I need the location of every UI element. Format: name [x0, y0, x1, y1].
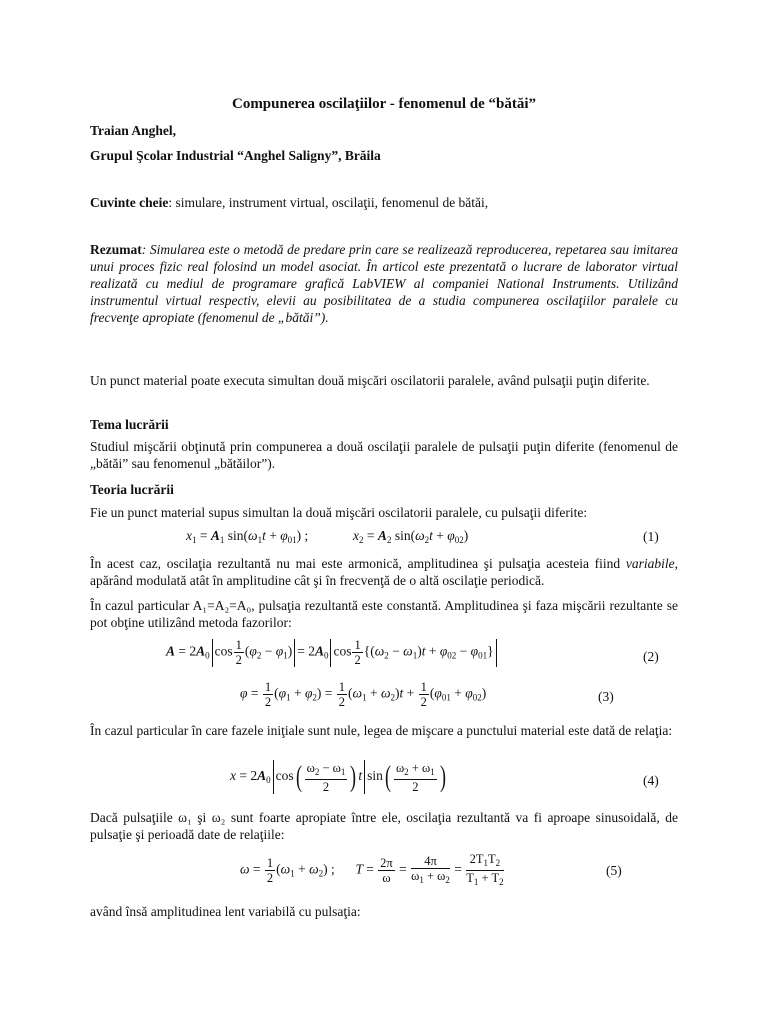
teoria-paragraph-5: Dacă pulsaţiile ω₁ şi ω₂ sunt foarte apropiate între ele, oscilaţia rezultantă va fi aproape sinusoidală, de pulsaţie şi perioadă date de relaţiile:	[90, 810, 678, 842]
equation-5-number: (5)	[606, 863, 622, 878]
intro-paragraph: Un punct material poate executa simultan două mişcări oscilatorii paralele, având pulsaţii puţin diferite.	[90, 373, 650, 388]
equation-3: φ = $\frac{1}{2}$ $(\varphi_1 + \varphi_2)$ = $\frac{1}{2}$ $(\omega_1 + \omega_2)t$ + $\frac{1}{2}$ $(\varphi_{01} + \varphi_{02})$	[240, 680, 487, 709]
abstract-label: Rezumat	[90, 242, 142, 257]
keywords-text: : simulare, instrument virtual, oscilaţii, fenomenul de bătăi,	[168, 195, 489, 210]
equation-1-number: (1)	[643, 529, 659, 544]
teoria-paragraph-6: având însă amplitudinea lent variabilă cu pulsaţia:	[90, 904, 361, 919]
equation-5: ω = $\frac{1}{2}$ $(\omega_1 + \omega_2)$ ; T = $\frac{2\pi}{\omega}$ = $\frac{4\pi}{\omega_1 + \omega_2}$ = $\frac{2T_1T_2}{T_1 + T_2}$	[240, 852, 504, 887]
teoria-paragraph-4: În cazul particular în care fazele iniţiale sunt nule, legea de mişcare a punctului material este dată de relaţia:	[90, 723, 673, 738]
equation-2-number: (2)	[643, 649, 659, 664]
keywords-label: Cuvinte cheie	[90, 195, 169, 210]
abstract-text: : Simularea este o metodă de predare prin care se realizează reproducerea, repetarea sau imitarea unui proces fizic real folosind un model asociat. În articol este prezentată o lucrare de laborator virtual realizată cu mediul de programare grafică LabVIEW al companiei National Instruments. Utilizând instrumentul virtual respectiv, elevii au posibilitatea de a studia compunerea oscilaţiilor paralele cu frecvenţe apropiate (fenomenul de „bătăi”).	[90, 242, 678, 325]
equation-3-number: (3)	[598, 689, 614, 704]
author-name: Traian Anghel,	[90, 123, 177, 138]
equation-4-number: (4)	[643, 773, 659, 788]
abstract	[90, 241, 678, 326]
equation-1: $x_1 = A_1$ $\sin(\omega_1t + \varphi_{01})$ ; $x_2 = A_2$ $\sin(\omega_2t + \varphi_{02})$	[186, 528, 469, 545]
equation-4: $x = 2A_0$ cos( $\frac{\omega_2 - \omega_1}{2}$ ) t sin( $\frac{\omega_2 + \omega_1}{2}$ )	[230, 760, 446, 794]
section-heading-teoria: Teoria lucrării	[90, 482, 174, 497]
teoria-paragraph-3: În cazul particular A₁=A₂=A₀, pulsaţia rezultantă este constantă. Amplitudinea şi faza mişcării rezultante se pot obţine utilizând metoda fazorilor:	[90, 598, 678, 630]
equation-2: $A = 2A_0$ cos $\frac{1}{2}$ $(\varphi_2 - \varphi_1) = 2A_0$ cos $\frac{1}{2}$ $\{(\omega_2 - \omega_1)t + \varphi_{02} - \varphi_{01}\}$	[166, 638, 499, 667]
section-heading-tema: Tema lucrării	[90, 417, 169, 432]
tema-paragraph: Studiul mişcării obţinută prin compunerea a două oscilaţii paralele de pulsaţii puţin diferite (fenomenul de „bătăi” sau fenomenul „bătăilor”).	[90, 439, 678, 471]
teoria-paragraph-1: Fie un punct material supus simultan la două mişcări oscilatorii paralele, cu pulsaţii diferite:	[90, 505, 588, 520]
paper-title: Compunerea oscilaţiilor - fenomenul de “bătăi”	[231, 96, 537, 112]
author-affiliation: Grupul Şcolar Industrial “Anghel Saligny”, Brăila	[90, 148, 381, 163]
teoria-paragraph-2: În acest caz, oscilaţia rezultantă nu mai este armonică, amplitudinea şi pulsaţia acesteia fiind variabile, apărând modulată atât în amplitudine cât şi în frecvenţă de o altă oscilaţie periodică.	[90, 556, 678, 588]
keywords	[90, 194, 678, 211]
